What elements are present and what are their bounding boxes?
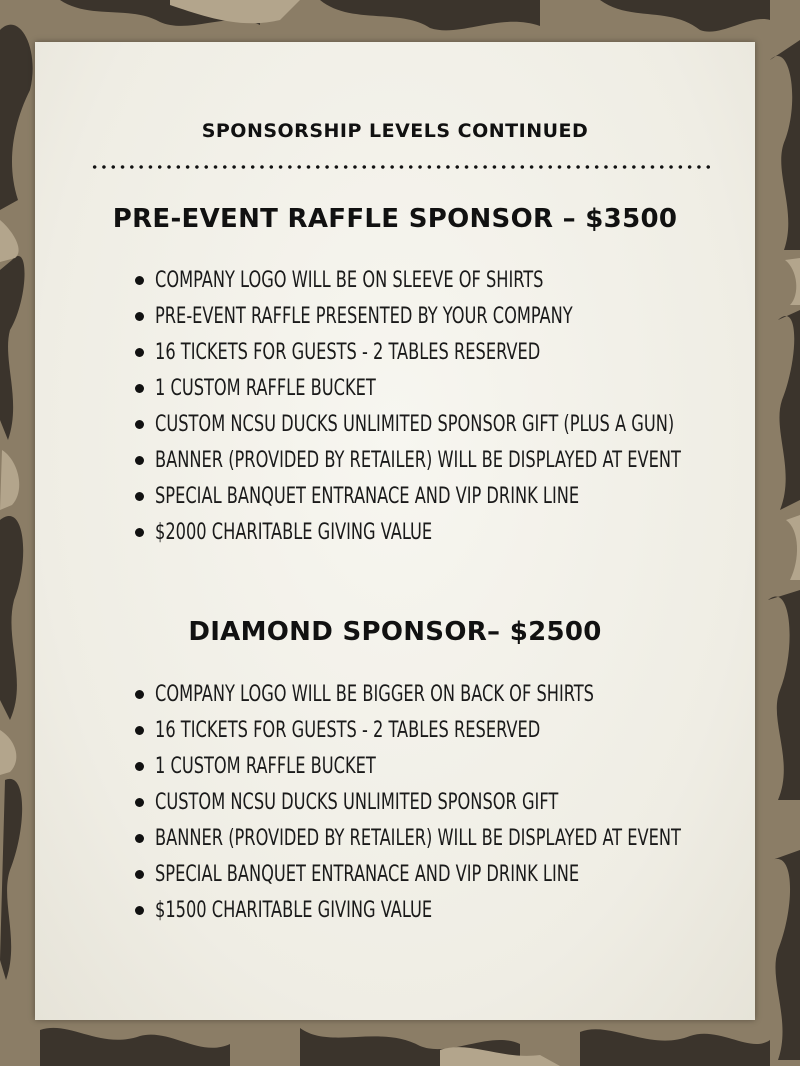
content-panel — [35, 42, 755, 1020]
bullet-icon — [135, 384, 144, 393]
section-title-pre-event-raffle: PRE-EVENT RAFFLE SPONSOR – $3500 — [112, 204, 678, 234]
list-item: 16 TICKETS FOR GUESTS - 2 TABLES RESERVED — [135, 716, 796, 752]
bullet-icon — [135, 834, 144, 843]
bullet-icon — [135, 348, 144, 357]
pre-event-raffle-benefits-list — [135, 266, 796, 554]
bullet-icon — [135, 798, 144, 807]
dotted-divider — [90, 164, 710, 170]
bullet-icon — [135, 690, 144, 699]
bullet-icon — [135, 726, 144, 735]
bullet-icon — [135, 420, 144, 429]
list-item: BANNER (PROVIDED BY RETAILER) WILL BE DISPLAYED AT EVENT — [135, 824, 796, 860]
bullet-icon — [135, 528, 144, 537]
diamond-benefits-list — [135, 680, 796, 932]
list-item: COMPANY LOGO WILL BE ON SLEEVE OF SHIRTS — [135, 266, 796, 302]
bullet-icon — [135, 312, 144, 321]
list-item: SPECIAL BANQUET ENTRANACE AND VIP DRINK LINE — [135, 860, 796, 896]
list-item: CUSTOM NCSU DUCKS UNLIMITED SPONSOR GIFT (PLUS A GUN) — [135, 410, 796, 446]
list-item: 1 CUSTOM RAFFLE BUCKET — [135, 752, 796, 788]
section-title-diamond: DIAMOND SPONSOR– $2500 — [188, 617, 602, 647]
bullet-icon — [135, 276, 144, 285]
list-item: BANNER (PROVIDED BY RETAILER) WILL BE DISPLAYED AT EVENT — [135, 446, 796, 482]
list-item: $2000 CHARITABLE GIVING VALUE — [135, 518, 796, 554]
bullet-icon — [135, 492, 144, 501]
list-item: PRE-EVENT RAFFLE PRESENTED BY YOUR COMPANY — [135, 302, 796, 338]
list-item: SPECIAL BANQUET ENTRANACE AND VIP DRINK LINE — [135, 482, 796, 518]
bullet-icon — [135, 870, 144, 879]
list-item: 1 CUSTOM RAFFLE BUCKET — [135, 374, 796, 410]
list-item: 16 TICKETS FOR GUESTS - 2 TABLES RESERVED — [135, 338, 796, 374]
bullet-icon — [135, 762, 144, 771]
list-item: $1500 CHARITABLE GIVING VALUE — [135, 896, 796, 932]
list-item: CUSTOM NCSU DUCKS UNLIMITED SPONSOR GIFT — [135, 788, 796, 824]
page-header: SPONSORSHIP LEVELS CONTINUED — [201, 120, 589, 142]
list-item: COMPANY LOGO WILL BE BIGGER ON BACK OF SHIRTS — [135, 680, 796, 716]
bullet-icon — [135, 906, 144, 915]
bullet-icon — [135, 456, 144, 465]
